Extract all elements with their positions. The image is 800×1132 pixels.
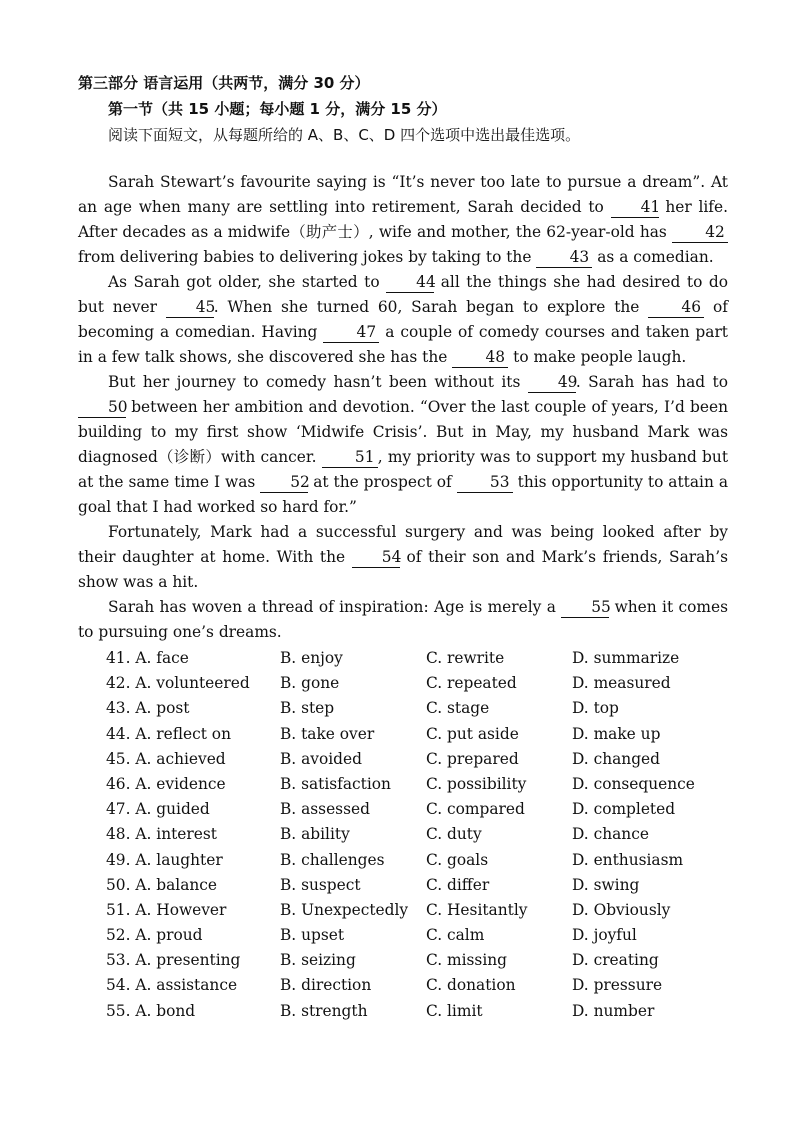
option-c: C. calm — [426, 926, 485, 945]
option-b: B. gone — [280, 674, 340, 693]
question-row — [106, 873, 746, 898]
text-span: But her journey to comedy hasn’t been without its — [108, 373, 528, 391]
option-a: 48. A. interest — [106, 825, 217, 844]
option-d: D. summarize — [572, 649, 680, 667]
option-d: D. changed — [572, 749, 661, 768]
question-row — [106, 722, 746, 747]
blank-43: 43 — [536, 247, 592, 268]
option-c: C. possibility — [426, 774, 527, 793]
option-a: 44. A. reflect on — [106, 724, 231, 743]
text-span: from delivering babies to delivering jokes by taking to the — [78, 248, 537, 266]
blank-50: 50 — [78, 397, 126, 418]
blank-48: 48 — [452, 347, 508, 368]
question-row — [106, 772, 746, 797]
option-d: D. measured — [572, 674, 671, 693]
paragraph-4 — [78, 520, 728, 595]
option-b: B. Unexpectedly — [280, 900, 409, 919]
option-a: 41. A. face — [106, 649, 189, 667]
text-span: when it comes to pursuing one’s dreams. — [78, 598, 728, 641]
question-row — [106, 999, 746, 1024]
text-span: to make people laugh. — [508, 348, 687, 366]
question-row — [106, 671, 746, 696]
question-row — [106, 973, 746, 998]
option-b: B. direction — [280, 976, 372, 995]
option-c: C. prepared — [426, 749, 519, 768]
blank-53: 53 — [457, 472, 513, 493]
text-span: of becoming a comedian. Having — [78, 298, 728, 341]
question-row — [106, 948, 746, 973]
blank-42: 42 — [672, 222, 728, 243]
blank-51: 51 — [322, 447, 378, 468]
section-heading: 第一节（共 15 小题；每小题 1 分，满分 15 分） — [108, 100, 447, 118]
text-span: as a comedian. — [592, 248, 714, 266]
blank-47: 47 — [323, 322, 379, 343]
option-c: C. donation — [426, 976, 516, 995]
text-span: all the things she had desired to do but never — [78, 273, 729, 316]
option-d: D. pressure — [572, 976, 663, 995]
option-b: B. challenges — [280, 850, 385, 869]
part-heading: 第三部分 语言运用（共两节，满分 30 分） — [78, 74, 370, 92]
option-d: D. completed — [572, 800, 676, 819]
option-a: 46. A. evidence — [106, 774, 226, 793]
option-a: 51. A. However — [106, 900, 227, 919]
blank-54: 54 — [352, 547, 400, 568]
option-b: B. take over — [280, 724, 375, 743]
option-b: B. strength — [280, 1001, 368, 1020]
option-a: 42. A. volunteered — [106, 674, 250, 693]
instruction-text: 阅读下面短文，从每题所给的 A、B、C、D 四个选项中选出最佳选项。 — [108, 126, 581, 144]
text-span: of their son and Mark’s friends, Sarah’s show was a hit. — [78, 548, 728, 591]
option-d: D. enthusiasm — [572, 850, 684, 869]
option-a: 43. A. post — [106, 699, 190, 718]
question-row — [106, 797, 746, 822]
paragraph-3 — [78, 370, 728, 520]
text-span: a couple of comedy courses and taken part in a few talk shows, she discovered she has the — [78, 323, 728, 366]
option-c: C. stage — [426, 699, 490, 718]
blank-41: 41 — [611, 197, 659, 218]
option-b: B. assessed — [280, 800, 370, 819]
option-c: C. repeated — [426, 674, 517, 693]
option-d: D. top — [572, 699, 619, 718]
question-row — [106, 696, 746, 721]
option-b: B. satisfaction — [280, 774, 391, 793]
option-c: C. rewrite — [426, 649, 505, 667]
option-c: C. missing — [426, 951, 508, 970]
question-row — [106, 646, 746, 671]
option-d: D. joyful — [572, 926, 637, 945]
option-a: 52. A. proud — [106, 926, 203, 945]
option-c: C. compared — [426, 800, 525, 819]
option-a: 49. A. laughter — [106, 850, 223, 869]
option-a: 54. A. assistance — [106, 976, 238, 995]
option-d: D. make up — [572, 724, 661, 743]
option-a: 50. A. balance — [106, 875, 218, 894]
text-span: . When she turned 60, Sarah began to explore the — [213, 298, 649, 316]
text-span: . Sarah has had to — [575, 373, 728, 391]
option-b: B. ability — [280, 825, 350, 844]
blank-55: 55 — [561, 597, 609, 618]
option-d: D. swing — [572, 875, 640, 894]
option-a: 53. A. presenting — [106, 951, 241, 970]
option-b: B. suspect — [280, 875, 361, 894]
option-d: D. creating — [572, 951, 659, 970]
option-c: C. duty — [426, 825, 482, 844]
option-c: C. put aside — [426, 724, 519, 743]
option-a: 55. A. bond — [106, 1001, 196, 1020]
option-d: D. consequence — [572, 774, 695, 793]
question-row — [106, 923, 746, 948]
question-row — [106, 848, 746, 873]
options-table — [106, 646, 746, 1024]
option-d: D. number — [572, 1001, 655, 1020]
option-a: 47. A. guided — [106, 800, 210, 819]
paragraph-2 — [78, 270, 728, 370]
passage — [78, 170, 728, 645]
option-b: B. seizing — [280, 951, 356, 970]
text-span: Sarah Stewart’s favourite saying is “It’s never too late to pursue a dream”. At an age when many are settling into retirement, Sarah decided to — [78, 173, 728, 216]
option-b: B. step — [280, 699, 335, 718]
option-b: B. avoided — [280, 749, 362, 768]
blank-52: 52 — [260, 472, 308, 493]
option-d: D. Obviously — [572, 900, 671, 919]
option-c: C. Hesitantly — [426, 900, 528, 919]
text-span: Sarah has woven a thread of inspiration: Age is merely a — [108, 598, 562, 616]
option-c: C. differ — [426, 875, 490, 894]
option-c: C. goals — [426, 850, 489, 869]
option-c: C. limit — [426, 1001, 483, 1020]
text-span: this opportunity to attain a goal that I had worked so hard for.” — [78, 473, 728, 516]
blank-46: 46 — [648, 297, 704, 318]
text-span: Fortunately, Mark had a successful surgery and was being looked after by their daughter at home. With the — [78, 523, 728, 566]
paragraph-5 — [78, 595, 728, 645]
option-b: B. enjoy — [280, 649, 343, 667]
option-d: D. chance — [572, 825, 649, 844]
blank-49: 49 — [528, 372, 576, 393]
paragraph-1 — [78, 170, 728, 270]
text-span: , my priority was to support my husband but at the same time I was — [78, 448, 729, 491]
question-row — [106, 822, 746, 847]
option-b: B. upset — [280, 926, 345, 945]
question-row — [106, 747, 746, 772]
blank-45: 45 — [166, 297, 214, 318]
text-span: her life. After decades as a midwife（助产士）, wife and mother, the 62-year-old has — [78, 198, 728, 241]
option-a: 45. A. achieved — [106, 749, 226, 768]
text-span: As Sarah got older, she started to — [108, 273, 387, 291]
question-row — [106, 898, 746, 923]
blank-44: 44 — [386, 272, 434, 293]
text-span: at the prospect of — [308, 473, 457, 491]
text-span: between her ambition and devotion. “Over the last couple of years, I’d been building to my first show ‘Midwife Crisis’. But in May, my husband Mark was diagnosed（诊断）with cancer. — [78, 398, 728, 466]
